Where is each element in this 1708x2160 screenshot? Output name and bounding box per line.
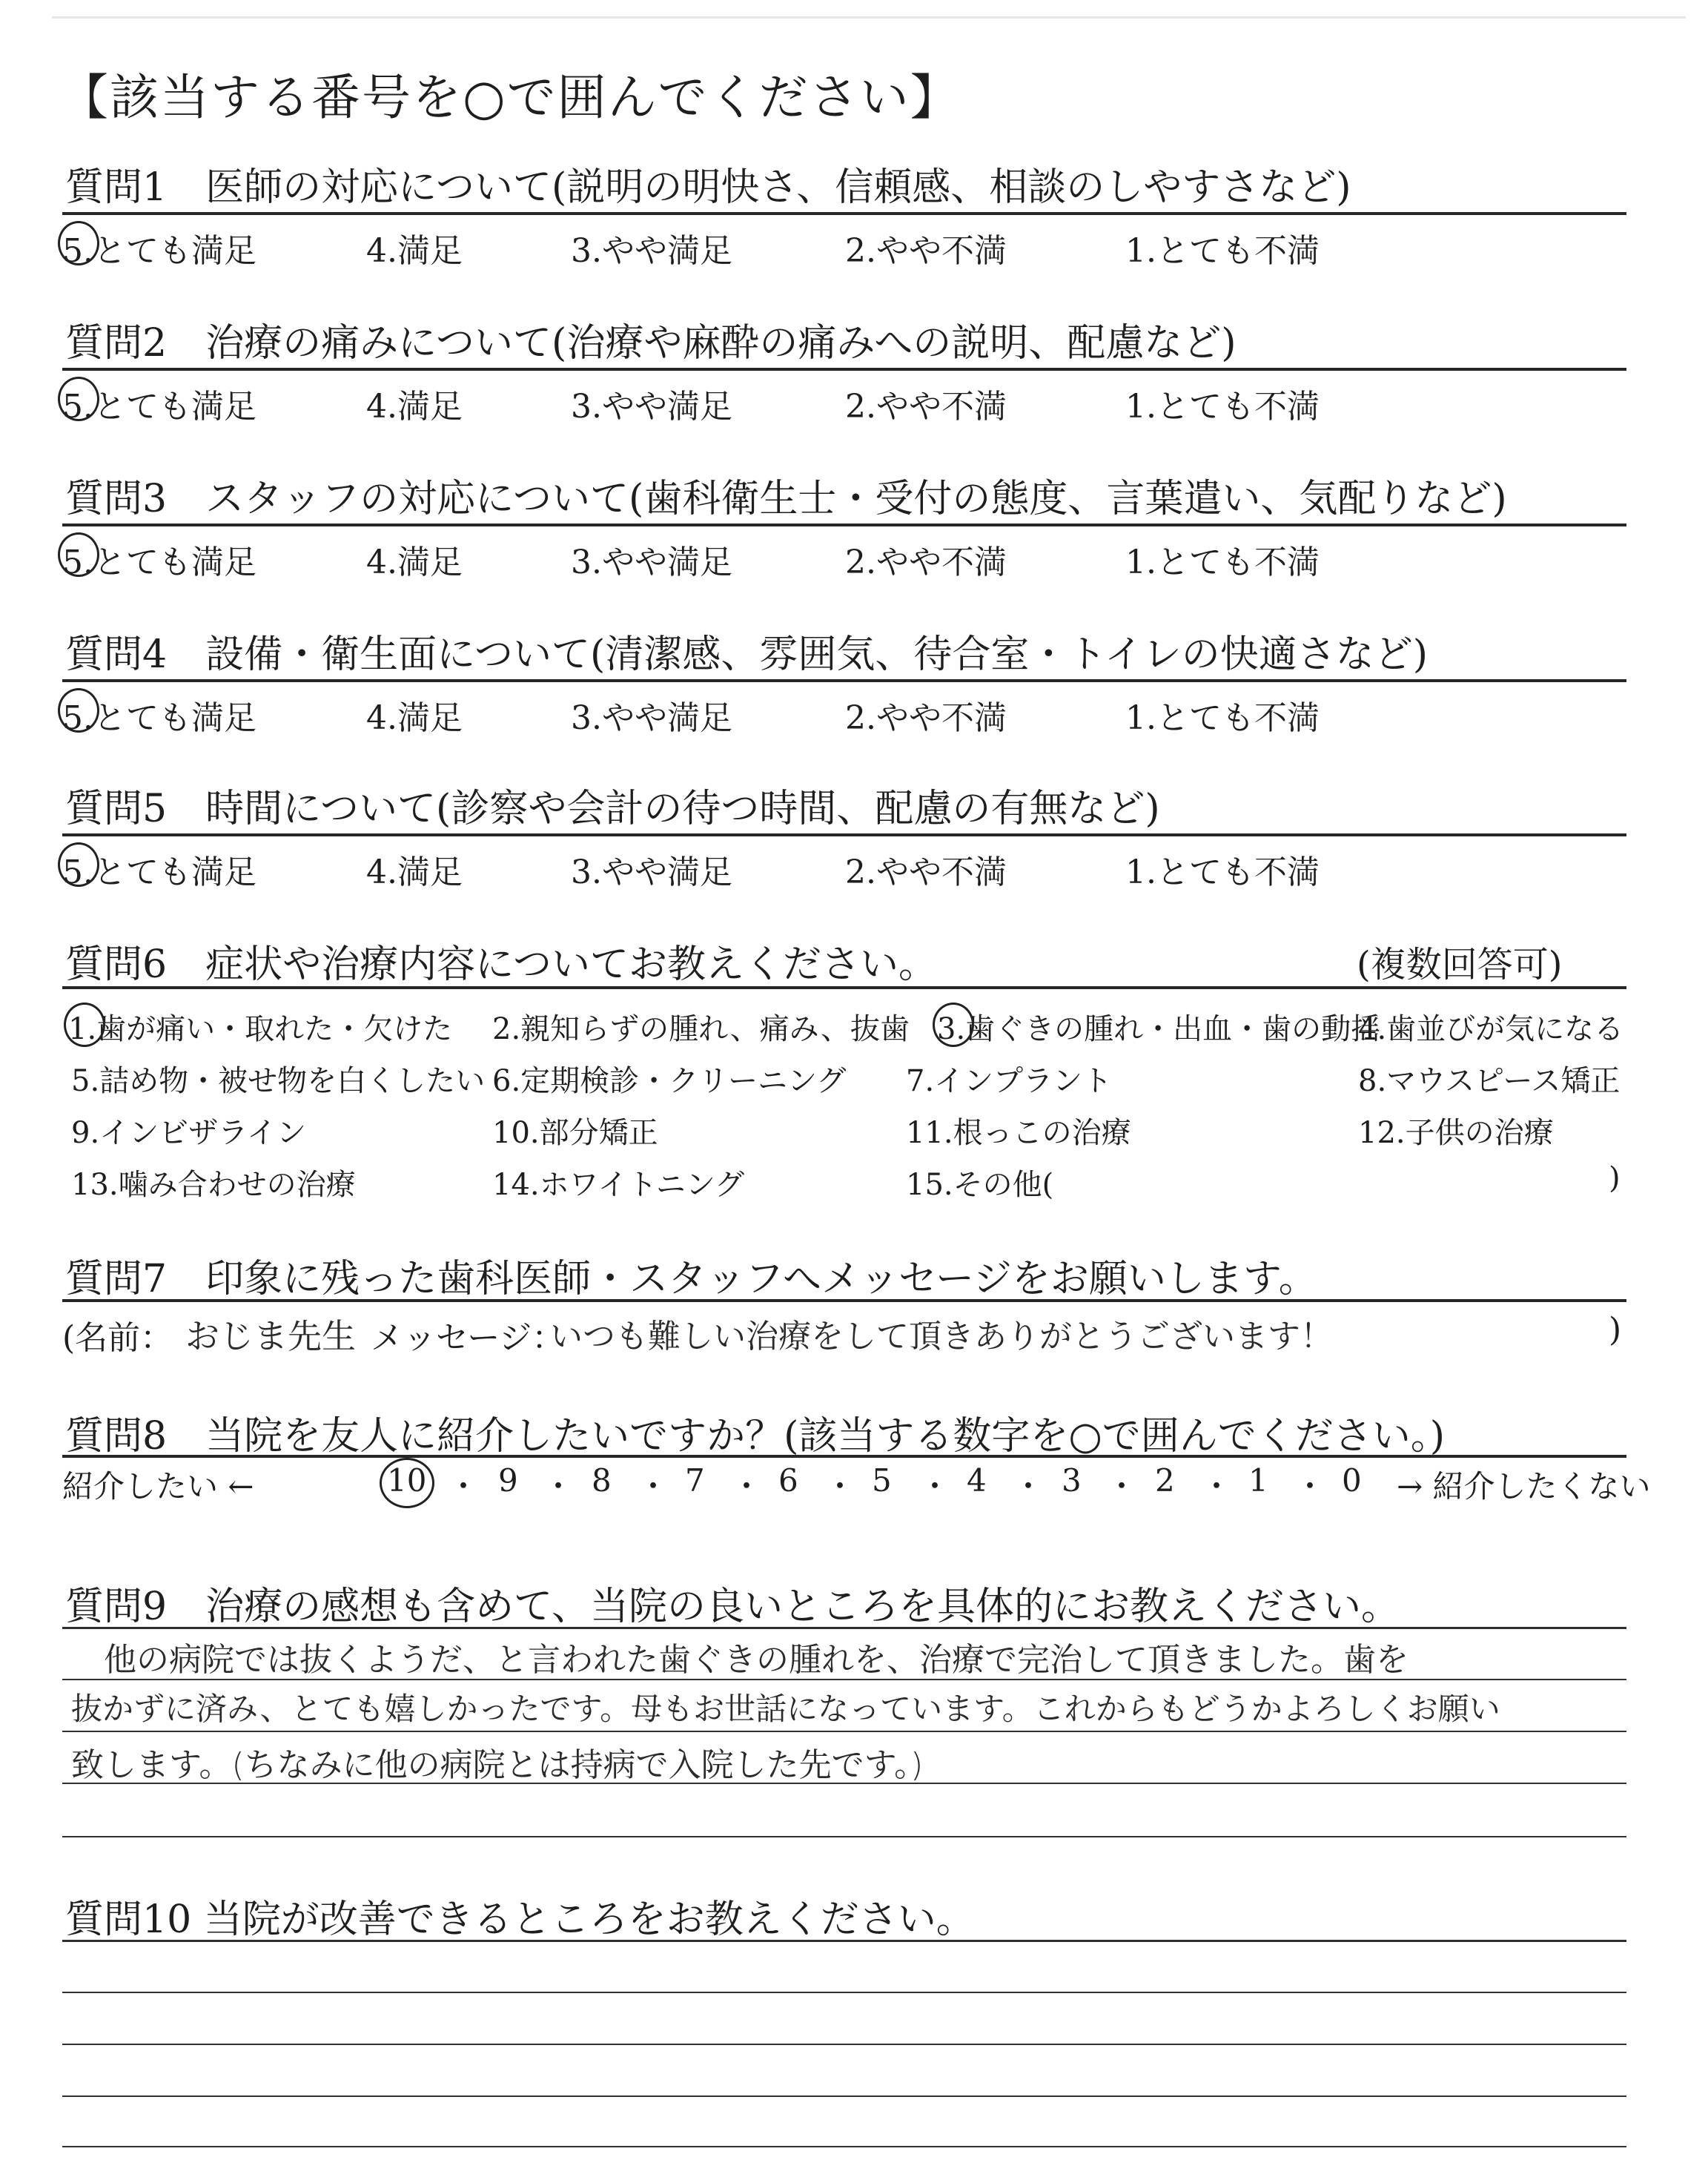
q9-answer-line-3[interactable]: 致します。(ちなみに他の病院とは持病で入院した先です。) [71,1746,924,1784]
q7-rule [62,1299,1626,1302]
q2-option-2[interactable] [845,380,1007,427]
q6-option-15-text: 15.その他( [906,1168,1054,1202]
q5-option-5[interactable] [62,845,256,893]
q3-option-1-text: 1.とても不満 [1125,544,1320,581]
q5-title: 質問5 時間について(診察や会計の待つ時間、配慮の有無など) [65,787,1160,831]
q10-write-line[interactable] [62,2044,1626,2045]
q1-option-1-text: 1.とても不満 [1125,232,1320,270]
q6-option-2[interactable] [492,1005,910,1048]
q6-option-13[interactable] [71,1161,356,1203]
q7-message-value[interactable]: いつも難しい治療をして頂きありがとうございます！ [550,1318,1333,1355]
q6-option-3-text: 3.歯ぐきの腫れ・出血・歯の動揺 [937,1005,1380,1048]
q10-title: 質問10 当院が改善できるところをお教えください。 [65,1898,975,1942]
q3-option-3-text: 3.やや満足 [571,544,732,581]
q2-option-3[interactable] [571,380,732,427]
q6-option-12-text: 12.子供の治療 [1358,1116,1554,1150]
q6-option-9-text: 9.インビザライン [71,1116,306,1150]
q10-write-line[interactable] [62,2146,1626,2147]
q8-scale-dot: ・ [919,1468,951,1505]
q1-option-5[interactable] [62,224,256,271]
q6-option-11-text: 11.根っこの治療 [906,1116,1131,1150]
q5-option-2-text: 2.やや不満 [845,853,1007,891]
q2-title: 質問2 治療の痛みについて(治療や麻酔の痛みへの説明、配慮など) [65,321,1237,366]
q6-option-10-text: 10.部分矯正 [492,1116,658,1150]
q6-option-15-close: ) [1609,1161,1621,1195]
q6-rule [62,986,1626,989]
q5-option-5-text: 5.とても満足 [62,845,256,893]
q8-left-label: 紹介したい ← [62,1468,254,1505]
q8-scale-dot: ・ [1013,1468,1045,1505]
q1-title: 質問1 医師の対応について(説明の明快さ、信頼感、相談のしやすさなど) [65,165,1351,210]
q6-option-14[interactable] [492,1161,744,1203]
q9-write-line [62,1731,1626,1732]
q4-option-5[interactable] [62,691,256,739]
q6-option-12[interactable] [1358,1109,1554,1152]
q5-option-4-text: 4.満足 [366,853,463,891]
q6-option-7-text: 7.インプラント [906,1064,1113,1098]
q9-write-line [62,1783,1626,1784]
q5-option-4[interactable] [366,845,463,893]
q6-option-7[interactable] [906,1057,1112,1100]
q3-title: 質問3 スタッフの対応について(歯科衛生士・受付の態度、言葉遣い、気配りなど) [65,477,1507,521]
q6-option-8-text: 8.マウスピース矯正 [1358,1064,1621,1098]
q9-write-line [62,1679,1626,1680]
q8-right-label: → 紹介したくない [1397,1468,1651,1505]
q6-option-14-text: 14.ホワイトニング [492,1168,745,1202]
q7-name-label: (名前： [62,1319,173,1357]
q4-option-1[interactable] [1125,691,1320,739]
q1-option-5-text: 5.とても満足 [62,224,256,271]
q3-option-2[interactable] [845,535,1007,583]
q6-option-6[interactable] [492,1057,846,1100]
q1-option-4[interactable] [366,224,463,271]
q1-option-4-text: 4.満足 [366,232,463,270]
q5-option-1[interactable] [1125,845,1320,893]
q4-title: 質問4 設備・衛生面について(清潔感、雰囲気、待合室・トイレの快適さなど) [65,633,1429,677]
q8-scale-dot: ・ [1201,1468,1233,1505]
q4-option-3[interactable] [571,691,732,739]
q10-rule [62,1940,1626,1942]
q6-option-15[interactable] [906,1161,1053,1203]
q6-option-2-text: 2.親知らずの腫れ、痛み、抜歯 [492,1012,910,1046]
q8-scale-10[interactable]: 10 [387,1462,427,1499]
q2-option-4[interactable] [366,380,463,427]
q6-option-11[interactable] [906,1109,1131,1152]
q8-scale-9[interactable]: 9 [498,1462,518,1499]
q8-scale-dot: ・ [824,1468,856,1505]
q2-option-3-text: 3.やや満足 [571,388,732,426]
q5-rule [62,833,1626,836]
q5-option-2[interactable] [845,845,1007,893]
q2-option-4-text: 4.満足 [366,388,463,426]
q8-scale-dot: ・ [1106,1468,1138,1505]
q4-option-4-text: 4.満足 [366,699,463,737]
q2-option-2-text: 2.やや不満 [845,388,1007,426]
q3-option-5[interactable] [62,535,256,583]
q2-option-1-text: 1.とても不満 [1125,388,1320,426]
q8-scale-dot: ・ [1294,1468,1326,1505]
q8-title: 質問8 当院を友人に紹介したいですか？(該当する数字を○で囲んでください。) [65,1414,1446,1459]
q8-scale-5[interactable]: 5 [872,1462,892,1499]
q5-option-3-text: 3.やや満足 [571,853,732,891]
q8-scale-4[interactable]: 4 [967,1462,987,1499]
q2-option-1[interactable] [1125,380,1320,427]
q3-option-3[interactable] [571,535,732,583]
q6-option-5-text: 5.詰め物・被せ物を白くしたい [71,1064,486,1098]
q1-rule [62,212,1626,215]
q6-option-1[interactable] [68,1005,452,1048]
q4-option-1-text: 1.とても不満 [1125,699,1320,737]
q8-scale-1[interactable]: 1 [1248,1462,1268,1499]
q9-title: 質問9 治療の感想も含めて、当院の良いところを具体的にお教えください。 [65,1585,1400,1629]
q3-option-1[interactable] [1125,535,1320,583]
q4-option-2[interactable] [845,691,1007,739]
q1-option-3[interactable] [571,224,732,271]
q3-option-2-text: 2.やや不満 [845,544,1007,581]
q2-rule [62,368,1626,371]
q2-option-5-text: 5.とても満足 [62,380,256,427]
q8-scale-3[interactable]: 3 [1062,1462,1082,1499]
page-heading: 【該当する番号を○で囲んでください】 [59,69,961,126]
q6-option-13-text: 13.噛み合わせの治療 [71,1168,356,1202]
q4-rule [62,679,1626,682]
q6-option-5[interactable] [71,1057,485,1100]
q5-option-1-text: 1.とても不満 [1125,853,1320,891]
q8-scale-dot: ・ [731,1468,763,1505]
top-edge-line [52,16,1686,19]
q3-option-4[interactable] [366,535,463,583]
q9-answer-line-1[interactable]: 他の病院では抜くようだ、と言われた歯ぐきの腫れを、治療で完治して頂きました。歯を [104,1641,1409,1679]
q6-option-1-text: 1.歯が痛い・取れた・欠けた [68,1005,452,1048]
q3-option-4-text: 4.満足 [366,544,463,581]
q10-write-line[interactable] [62,1992,1626,1993]
q7-title: 質問7 印象に残った歯科医師・スタッフへメッセージをお願いします。 [65,1257,1317,1301]
q7-name-value[interactable]: おじま先生 [185,1316,356,1356]
q2-option-5[interactable] [62,380,256,427]
q4-option-2-text: 2.やや不満 [845,699,1007,737]
q8-scale-7[interactable]: 7 [685,1462,705,1499]
q7-message-label: メッセージ： [371,1319,565,1357]
q8-scale-2[interactable]: 2 [1155,1462,1175,1499]
q10-write-line[interactable] [62,2095,1626,2097]
q8-rule [62,1455,1626,1458]
q6-option-9[interactable] [71,1109,306,1152]
q8-scale-0[interactable]: 0 [1342,1462,1362,1499]
q8-scale-6[interactable]: 6 [778,1462,798,1499]
q9-answer-line-2[interactable]: 抜かずに済み、とても嬉しかったです。母もお世話になっています。これからもどうかよろしくお願い [71,1691,1500,1727]
q8-scale-dot: ・ [448,1468,480,1505]
q1-option-2[interactable] [845,224,1007,271]
q6-title: 質問6 症状や治療内容についてお教えください。 [65,942,938,987]
q6-option-3[interactable] [937,1005,1380,1048]
q6-option-8[interactable] [1358,1057,1620,1100]
q7-close-paren: ) [1609,1311,1622,1349]
q6-option-4-text: 4.歯並びが気になる [1358,1012,1624,1046]
q6-note: (複数回答可) [1357,944,1563,985]
q1-option-1[interactable] [1125,224,1320,271]
q8-scale-dot: ・ [543,1468,575,1505]
q6-option-6-text: 6.定期検診・クリーニング [492,1064,847,1098]
q3-rule [62,524,1626,526]
q4-option-4[interactable] [366,691,463,739]
q8-scale-8[interactable]: 8 [592,1462,612,1499]
q1-option-3-text: 3.やや満足 [571,232,732,270]
q4-option-3-text: 3.やや満足 [571,699,732,737]
q9-rule [62,1627,1626,1629]
q8-scale-dot: ・ [638,1468,669,1505]
q3-option-5-text: 5.とても満足 [62,535,256,583]
q9-write-line [62,1836,1626,1837]
q5-option-3[interactable] [571,845,732,893]
q4-option-5-text: 5.とても満足 [62,691,256,739]
q1-option-2-text: 2.やや不満 [845,232,1007,270]
q6-option-10[interactable] [492,1109,658,1152]
q6-option-4[interactable] [1358,1005,1623,1048]
